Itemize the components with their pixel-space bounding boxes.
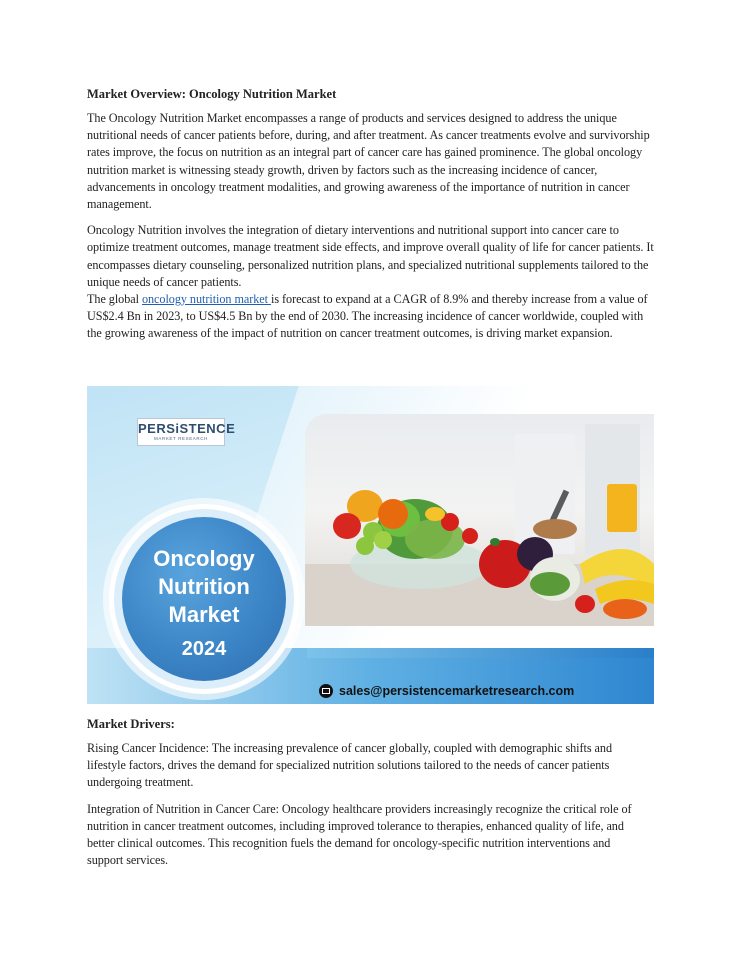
overview-paragraph-3 (87, 291, 657, 343)
overview-paragraph-1: The Oncology Nutrition Market encompasses a range of products and services designed to address the unique nutritional needs of cancer patients before, during, and after treatment. As cancer treatments evolve and survivorship rates improve, the focus on nutrition as an integral part of cancer care has gained prominence. The global oncology nutrition market is witnessing steady growth, driven by factors such as the increasing incidence of cancer, advancements in oncology treatment modalities, and growing awareness of the importance of nutrition in cancer management. (87, 111, 650, 212)
banner-title-line-1: Oncology (153, 546, 255, 571)
vegetables-illustration (305, 414, 654, 626)
title-circle (122, 517, 286, 681)
overview-section (87, 86, 657, 352)
envelope-icon (319, 684, 333, 698)
overview-paragraph-2: Oncology Nutrition involves the integration of dietary interventions and nutritional support into cancer care to optimize treatment outcomes, manage treatment side effects, and improve overall quality of life for cancer patients. It encompasses dietary counseling, personalized nutrition plans, and specialized nutritional supplements tailored to the unique needs of cancer patients. (87, 223, 654, 289)
drivers-paragraph-1: Rising Cancer Incidence: The increasing prevalence of cancer globally, coupled with demographic shifts and lifestyle factors, drives the demand for specialized nutrition solutions tailored to the needs of cancer patients undergoing treatment. (87, 741, 612, 790)
logo-tagline: MARKET RESEARCH (154, 436, 208, 441)
banner-title (122, 545, 286, 661)
drivers-section (87, 716, 647, 878)
overview-heading: Market Overview: Oncology Nutrition Market (87, 87, 337, 101)
banner-year: 2024 (181, 638, 227, 660)
contact-email-text: sales@persistencemarketresearch.com (339, 684, 575, 698)
banner-accent-line (307, 648, 654, 658)
oncology-nutrition-market-link[interactable]: oncology nutrition market (141, 292, 271, 307)
persistence-logo (137, 418, 236, 446)
contact-email (319, 682, 574, 700)
food-photo (305, 414, 654, 626)
drivers-heading: Market Drivers: (87, 717, 175, 731)
banner-title-line-3: Market (168, 602, 240, 627)
logo-name: PERSiSTENCE (138, 421, 236, 436)
paragraph-3-end: is forecast to expand at a CAGR of 8.9% and thereby increase from a value of US$2.4 Bn in 2023, to US$4.5 Bn by the end of 2030. The increasing incidence of cancer worldwide, coupled with the growing awareness of the impact of nutrition on cancer treatment outcomes, is driving market expansion. (87, 292, 648, 341)
promo-banner-image (87, 386, 654, 704)
drivers-paragraph-2: Integration of Nutrition in Cancer Care: Oncology healthcare providers increasingly recognize the critical role of nutrition in cancer treatment outcomes, including improved tolerance to therapies, enhanced quality of life, and better clinical outcomes. This recognition fuels the demand for oncology-specific nutrition interventions and support services. (87, 801, 632, 868)
paragraph-3-start: The global (87, 292, 142, 307)
banner-title-line-2: Nutrition (158, 574, 250, 599)
